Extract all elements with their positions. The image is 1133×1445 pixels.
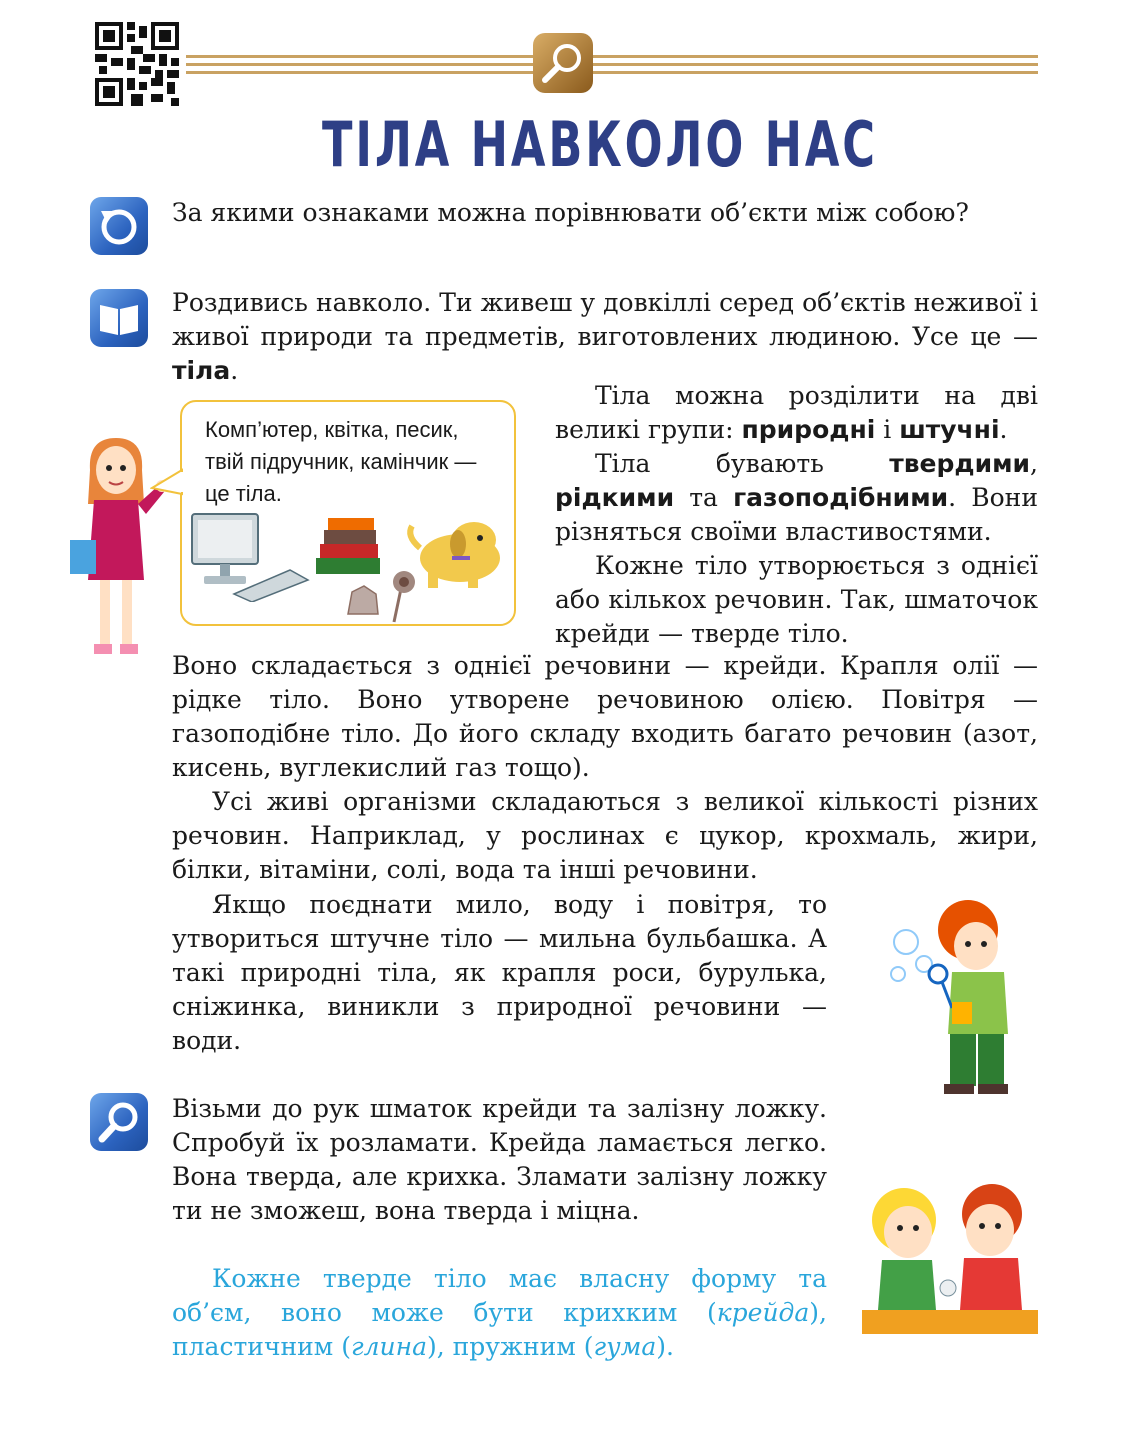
boy-bubbles-illustration — [884, 898, 1040, 1098]
magnifier-emblem-icon — [533, 33, 593, 93]
conclusion-paragraph: Кожне тверде тіло має власну форму та об’єм, воно може бути крихким (крейда), пластичним (глина), пружним (гума). — [172, 1264, 827, 1361]
repeat-icon — [90, 197, 148, 255]
pebble-illustration — [344, 584, 380, 618]
page-title: ТІЛА НАВКОЛО НАС — [322, 108, 878, 181]
books-illustration — [314, 514, 386, 578]
speech-bubble-tail — [150, 468, 184, 498]
right-column-text: Тіла можна розділити на дві великі групи: природні і штучні. Тіла бувають твердими, рідкими та газоподібними. Вони різняться своїми властивостями. Кожне тіло утворюється з однієї або кількох речовин. Так, шматочок крейди — тверде тіло. — [555, 381, 1038, 648]
speech-bubble-text: Комп’ютер, квітка, песик, твій підручник, камінчик — це тіла. — [205, 417, 477, 506]
teacher-illustration — [66, 430, 176, 668]
header-rule-middle — [186, 63, 1038, 66]
body-paragraph-organisms: Усі живі організми складаються з великої кількості різних речовин. Наприклад, у рослинах є цукор, крохмаль, жири, білки, вітаміни, солі, вода та інші речовини. — [172, 787, 1038, 884]
flower-illustration — [384, 568, 424, 624]
computer-illustration — [190, 510, 310, 602]
book-icon — [90, 289, 148, 347]
header-rule-top — [186, 55, 1038, 58]
intro-paragraph: Роздивись навколо. Ти живеш у довкіллі серед об’єктів неживої і живої природи та предметів, виготовлених людиною. Усе це — тіла. — [172, 288, 1038, 385]
body-paragraph-bubble: Якщо поєднати мило, воду і повітря, то утвориться штучне тіло — мильна бульбашка. А такі природні тіла, як крапля роси, бурулька, сніжинка, виникли з природної речовини — води. — [172, 890, 827, 1055]
review-question: За якими ознаками можна порівнювати об’єкти між собою? — [172, 198, 969, 227]
experiment-paragraph: Візьми до рук шматок крейди та залізну ложку. Спробуй їх розламати. Крейда ламається легко. Вона тверда, але крихка. Зламати залізну ложку ти не зможеш, вона тверда і міцна. — [172, 1094, 827, 1225]
body-paragraph-materials: Воно складається з однієї речовини — крейди. Крапля олії — рідке тіло. Воно утворене речовиною олією. Повітря — газоподібне тіло. До його складу входить багато речовин (азот, кисень, вуглекислий газ тощо). — [172, 651, 1038, 782]
magnifier-icon — [90, 1093, 148, 1151]
qr-code-icon — [95, 22, 179, 106]
boys-experiment-illustration — [862, 1178, 1038, 1336]
header-rule-bottom — [186, 71, 1038, 74]
keyword-tila: тіла — [172, 356, 231, 385]
